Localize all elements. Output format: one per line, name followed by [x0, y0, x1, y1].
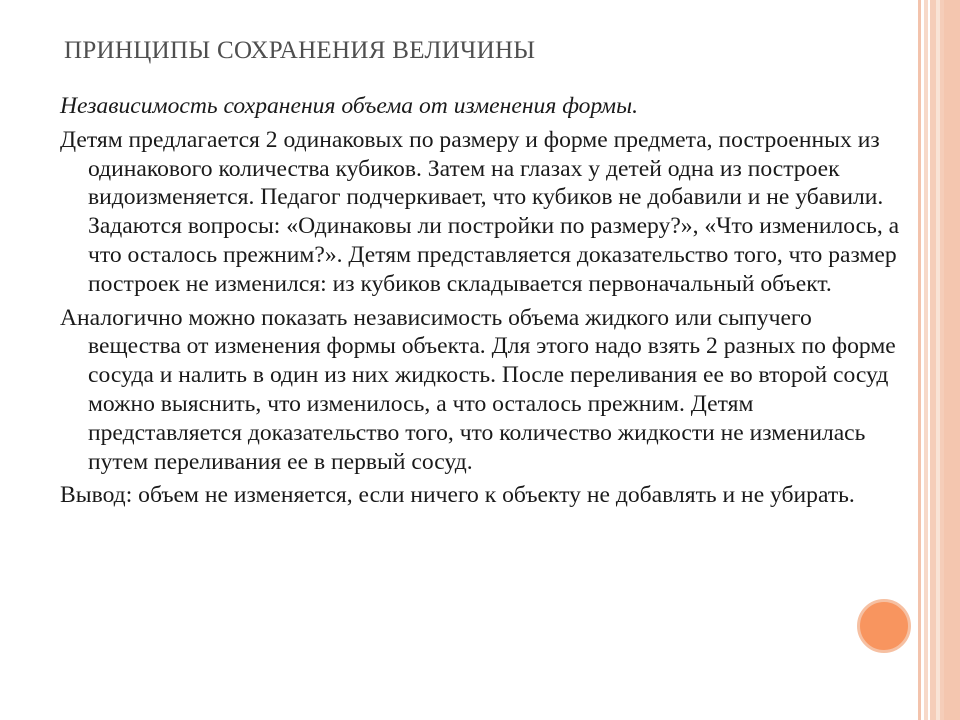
- decorative-stripe: [944, 0, 960, 720]
- slide-title: ПРИНЦИПЫ СОХРАНЕНИЯ ВЕЛИЧИНЫ: [64, 37, 536, 64]
- paragraph-liquid: Аналогично можно показать независимость объема жидкого или сыпучего вещества от изменения формы объекта. Для этого надо взять 2 разных по форме сосуда и налить в один из них жидкость. После переливания ее во второй сосуд можно выяснить, что изменилось, а что осталось прежним. Детям представляется доказательство того, что количество жидкости не изменилась путем переливания ее в первый сосуд.: [60, 304, 896, 475]
- decorative-stripe: [918, 0, 921, 720]
- slide-content: [60, 92, 910, 510]
- decorative-circle-icon: [857, 599, 911, 653]
- slide-subtitle: Независимость сохранения объема от изменения формы.: [60, 93, 638, 119]
- paragraph-conclusion: Вывод: объем не изменяется, если ничего к объекту не добавлять и не убирать.: [60, 482, 855, 509]
- paragraph-cubes: Детям предлагается 2 одинаковых по размеру и форме предмета, построенных из одинакового количества кубиков. Затем на глазах у детей одна из построек видоизменяется. Педагог подчеркивает, что кубиков не добавили и не убавили. Задаются вопросы: «Одинаковы ли постройки по размеру?», «Что изменилось, а что осталось прежним?». Детям представляется доказательство того, что размер построек не изменился: из кубиков складывается первоначальный объект.: [60, 126, 900, 297]
- decorative-stripe: [924, 0, 928, 720]
- decorative-stripe: [936, 0, 940, 720]
